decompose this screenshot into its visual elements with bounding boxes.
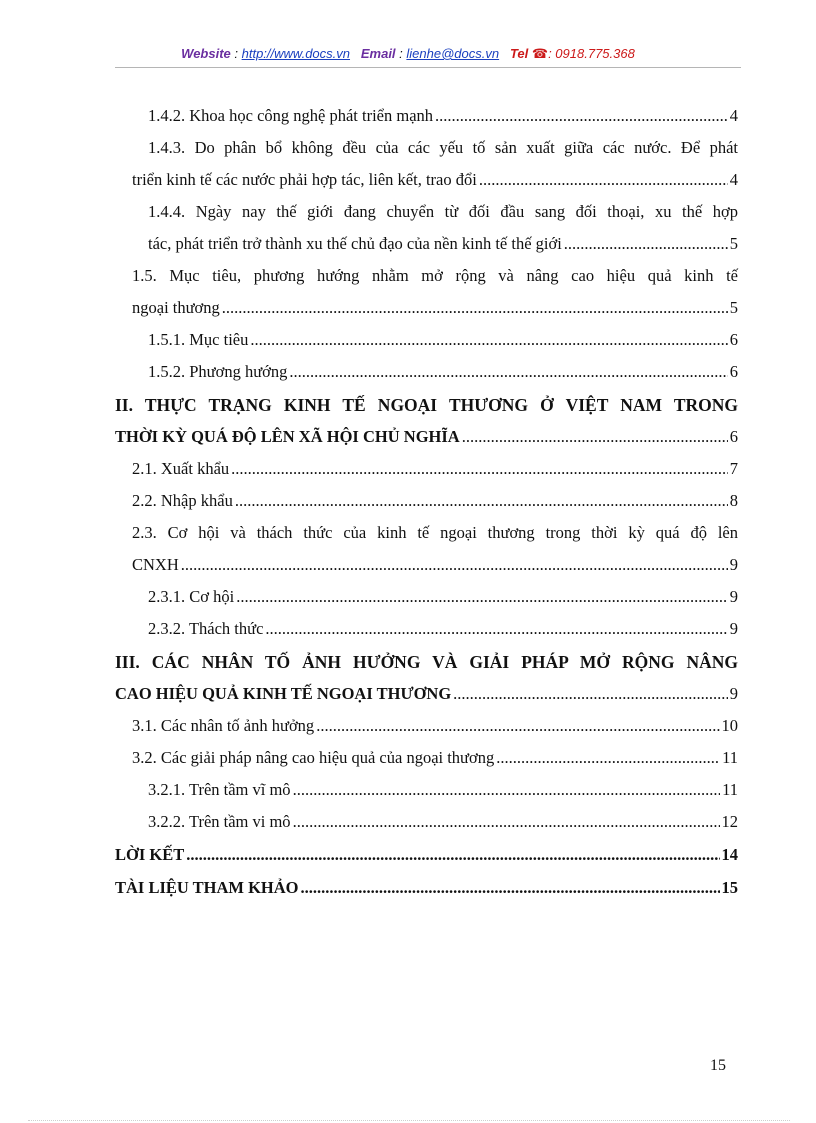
toc-entry-page: 15 — [721, 878, 738, 897]
email-link[interactable]: lienhe@docs.vn — [406, 46, 500, 61]
toc-entry-title: 3.1. Các nhân tố ảnh hưởng — [132, 716, 315, 735]
toc-entry-page: 11 — [722, 748, 738, 767]
toc-leader — [181, 549, 728, 581]
toc-entry-title: LỜI KẾT — [115, 845, 185, 864]
toc-entry-title: 1.4.2. Khoa học công nghệ phát triển mạnh — [148, 106, 434, 125]
toc-entry[interactable] — [148, 613, 738, 645]
toc-entry[interactable] — [132, 485, 738, 517]
toc-entry-title: CAO HIỆU QUẢ KINH TẾ NGOẠI THƯƠNG — [115, 684, 452, 703]
toc-entry-page: 9 — [729, 587, 738, 606]
toc-entry[interactable] — [132, 453, 738, 485]
toc-entry-page: 5 — [729, 234, 738, 253]
toc-entry[interactable] — [132, 292, 738, 324]
toc-entry[interactable] — [148, 806, 738, 838]
toc-entry[interactable] — [132, 164, 738, 196]
website-sep: : — [230, 46, 242, 61]
toc-entry-page: 9 — [729, 684, 738, 703]
toc-chapter-entry[interactable] — [115, 678, 738, 710]
toc-leader — [564, 228, 728, 260]
toc-entry-title: tác, phát triển trở thành xu thế chủ đạo của nền kinh tế thế giới — [148, 234, 562, 253]
toc-entry-title: 1.5.2. Phương hướng — [148, 362, 288, 381]
toc-entry[interactable] — [148, 774, 738, 806]
toc-entry[interactable] — [132, 742, 738, 774]
toc-entry-title: THỜI KỲ QUÁ ĐỘ LÊN XÃ HỘI CHỦ NGHĨA — [115, 427, 460, 446]
email-label: Email — [360, 46, 396, 61]
toc-entry[interactable] — [148, 228, 738, 260]
toc-entry-title: 1.5.1. Mục tiêu — [148, 330, 249, 349]
toc-leader — [236, 581, 728, 613]
toc-leader — [231, 453, 728, 485]
toc-entry-line: 1.4.4. Ngày nay thế giới đang chuyển từ đối đầu sang đối thoại, xu thế hợp — [148, 202, 738, 221]
toc-chapter-line: II. THỰC TRẠNG KINH TẾ NGOẠI THƯƠNG Ở VIỆT NAM TRONG — [115, 395, 738, 415]
toc-leader — [222, 292, 728, 324]
email-sep: : — [395, 46, 407, 61]
toc-entry-page: 6 — [729, 330, 738, 349]
toc-entry[interactable] — [132, 549, 738, 581]
toc-entry-title: 2.2. Nhập khẩu — [132, 491, 233, 510]
toc-entry-line: 1.5. Mục tiêu, phương hướng nhằm mở rộng và nâng cao hiệu quả kinh tế — [132, 266, 738, 285]
toc-entry-title: ngoại thương — [132, 298, 220, 317]
toc-entry[interactable] — [148, 581, 738, 613]
toc-leader — [435, 100, 728, 132]
toc-entry[interactable] — [148, 356, 738, 388]
website-link[interactable]: http://www.docs.vn — [241, 46, 351, 61]
toc-entry[interactable] — [132, 710, 738, 742]
toc-leader — [496, 742, 720, 774]
toc-entry-page: 9 — [729, 555, 738, 574]
toc-entry-title: 3.2. Các giải pháp nâng cao hiệu quả của ngoại thương — [132, 748, 495, 767]
toc-leader — [265, 613, 727, 645]
toc-entry-page: 6 — [729, 362, 738, 381]
toc-entry[interactable] — [148, 100, 738, 132]
toc-entry-page: 10 — [721, 716, 738, 735]
toc-chapter-entry[interactable] — [115, 872, 738, 904]
toc-entry-title: 2.1. Xuất khẩu — [132, 459, 230, 478]
toc-chapter-entry[interactable] — [115, 839, 738, 871]
toc-entry-page: 6 — [729, 427, 738, 446]
toc-entry-title: TÀI LIỆU THAM KHẢO — [115, 878, 299, 897]
toc-entry-page: 4 — [729, 106, 738, 125]
toc-leader — [235, 485, 728, 517]
toc-entry-title: 3.2.2. Trên tầm vi mô — [148, 812, 291, 831]
page-header — [0, 46, 816, 62]
tel-number: : 0918.775.368 — [548, 46, 635, 61]
toc-leader — [301, 872, 720, 904]
page-bottom-border — [28, 1120, 790, 1121]
toc-leader — [250, 324, 727, 356]
toc-entry-title: 2.3.1. Cơ hội — [148, 587, 235, 606]
toc-leader — [186, 839, 719, 871]
page-number: 15 — [710, 1057, 726, 1074]
website-label: Website — [181, 46, 231, 61]
header-divider — [115, 67, 741, 68]
toc-entry-line: 1.4.3. Do phân bổ không đều của các yếu tố sản xuất giữa các nước. Để phát — [148, 138, 738, 157]
toc-entry-title: 3.2.1. Trên tầm vĩ mô — [148, 780, 291, 799]
toc-leader — [462, 421, 728, 453]
toc-chapter-line: III. CÁC NHÂN TỐ ẢNH HƯỞNG VÀ GIẢI PHÁP MỞ RỘNG NÂNG — [115, 652, 738, 672]
tel-label: Tel — [509, 46, 529, 61]
toc-chapter-entry[interactable] — [115, 421, 738, 453]
toc-entry-line: 2.3. Cơ hội và thách thức của kinh tế ngoại thương trong thời kỳ quá độ lên — [132, 523, 738, 542]
toc-entry-page: 14 — [721, 845, 738, 864]
toc-entry-page: 9 — [729, 619, 738, 638]
toc-leader — [316, 710, 719, 742]
toc-entry-title: triển kinh tế các nước phải hợp tác, liên kết, trao đổi — [132, 170, 477, 189]
toc-entry-page: 7 — [729, 459, 738, 478]
toc-leader — [453, 678, 728, 710]
toc-leader — [289, 356, 727, 388]
toc-entry-title: CNXH — [132, 555, 179, 574]
toc-entry-page: 11 — [722, 780, 738, 799]
phone-icon: ☎ — [531, 46, 549, 61]
toc-entry-page: 5 — [729, 298, 738, 317]
toc-leader — [293, 774, 721, 806]
toc-entry-page: 4 — [729, 170, 738, 189]
toc-leader — [293, 806, 720, 838]
toc-entry-title: 2.3.2. Thách thức — [148, 619, 264, 638]
toc-entry[interactable] — [148, 324, 738, 356]
toc-entry-page: 12 — [721, 812, 738, 831]
toc-leader — [479, 164, 728, 196]
toc-entry-page: 8 — [729, 491, 738, 510]
